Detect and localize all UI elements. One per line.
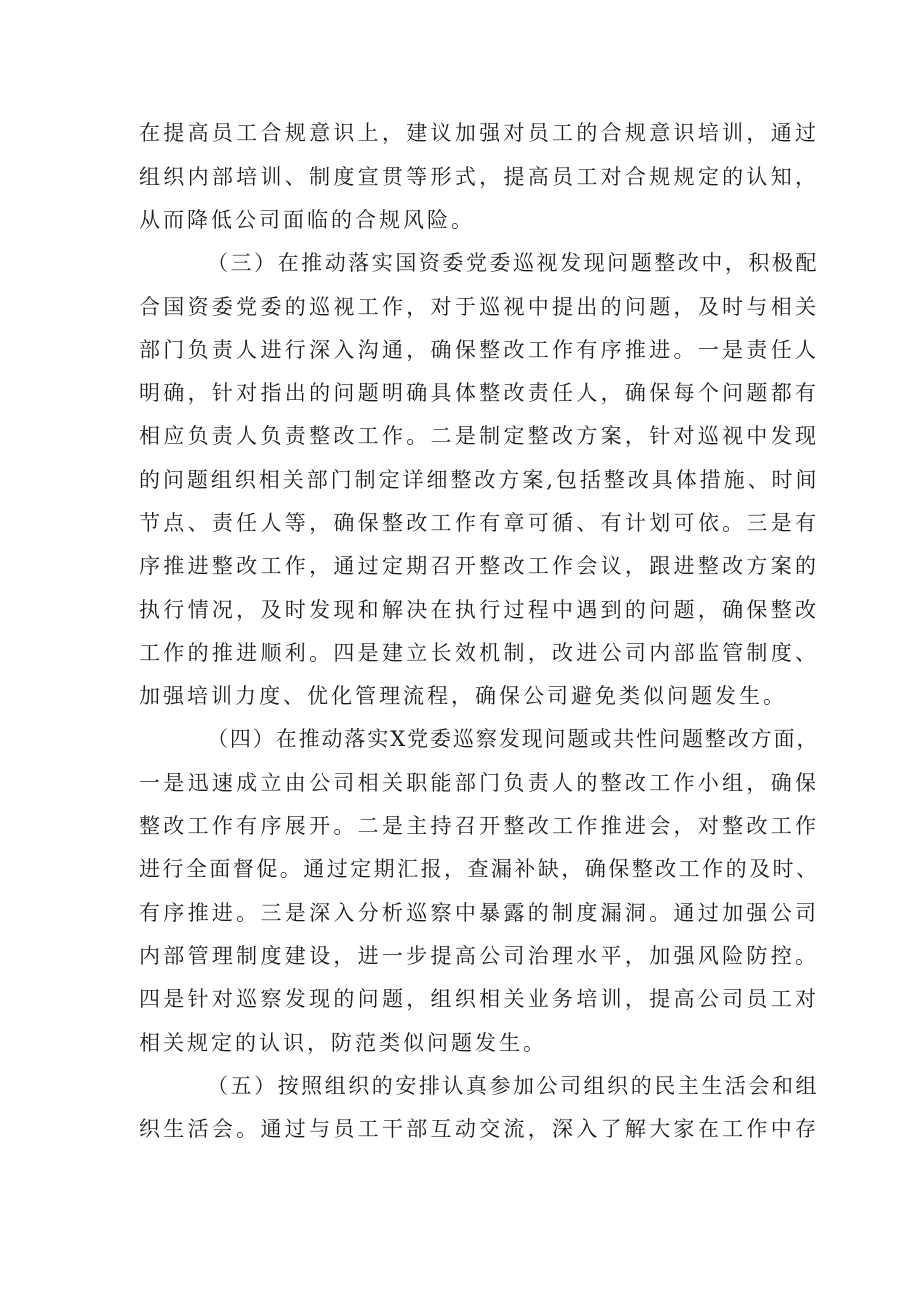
text-line: 内部管理制度建设，进一步提高公司治理水平，加强风险防控。 [139,944,819,968]
text-line: 执行情况，及时发现和解决在执行过程中遇到的问题，确保整改 [139,598,819,622]
text-line: 明确，针对指出的问题明确具体整改责任人，确保每个问题都有 [139,381,819,405]
text-line: 进行全面督促。通过定期汇报，查漏补缺，确保整改工作的及时、 [139,857,819,881]
text-line: 工作的推进顺利。四是建立长效机制，改进公司内部监管制度、 [139,641,819,665]
text-line: 组织内部培训、制度宣贯等形式，提高员工对合规规定的认知， [139,165,819,189]
text-line: 加强培训力度、优化管理流程，确保公司避免类似问题发生。 [139,684,787,708]
text-line: （四）在推动落实X党委巡察发现问题或共性问题整改方面， [207,727,819,751]
text-line: 序推进整改工作，通过定期召开整改工作会议，跟进整改方案的 [139,554,819,578]
text-line: 节点、责任人等，确保整改工作有章可循、有计划可依。三是有 [139,511,819,535]
text-line: 四是针对巡察发现的问题，组织相关业务培训，提高公司员工对 [139,987,819,1011]
text-line: （五）按照组织的安排认真参加公司组织的民主生活会和组 [207,1074,819,1098]
text-line: 部门负责人进行深入沟通，确保整改工作有序推进。一是责任人 [139,338,819,362]
text-line: 整改工作有序展开。二是主持召开整改工作推进会，对整改工作 [139,814,819,838]
text-line: 相应负责人负责整改工作。二是制定整改方案，针对巡视中发现 [139,424,819,448]
text-line: 有序推进。三是深入分析巡察中暴露的制度漏洞。通过加强公司 [139,901,819,925]
text-line: 从而降低公司面临的合规风险。 [139,208,475,232]
text-line: 织生活会。通过与员工干部互动交流，深入了解大家在工作中存 [139,1117,819,1141]
text-line: 合国资委党委的巡视工作，对于巡视中提出的问题，及时与相关 [139,295,819,319]
text-line: 在提高员工合规意识上，建议加强对员工的合规意识培训，通过 [139,121,819,145]
text-line: 的问题组织相关部门制定详细整改方案,包括整改具体措施、时间 [139,468,819,492]
text-line: （三）在推动落实国资委党委巡视发现问题整改中，积极配 [207,251,819,275]
text-line: 一是迅速成立由公司相关职能部门负责人的整改工作小组，确保 [139,771,819,795]
text-line: 相关规定的认识，防范类似问题发生。 [139,1031,547,1055]
